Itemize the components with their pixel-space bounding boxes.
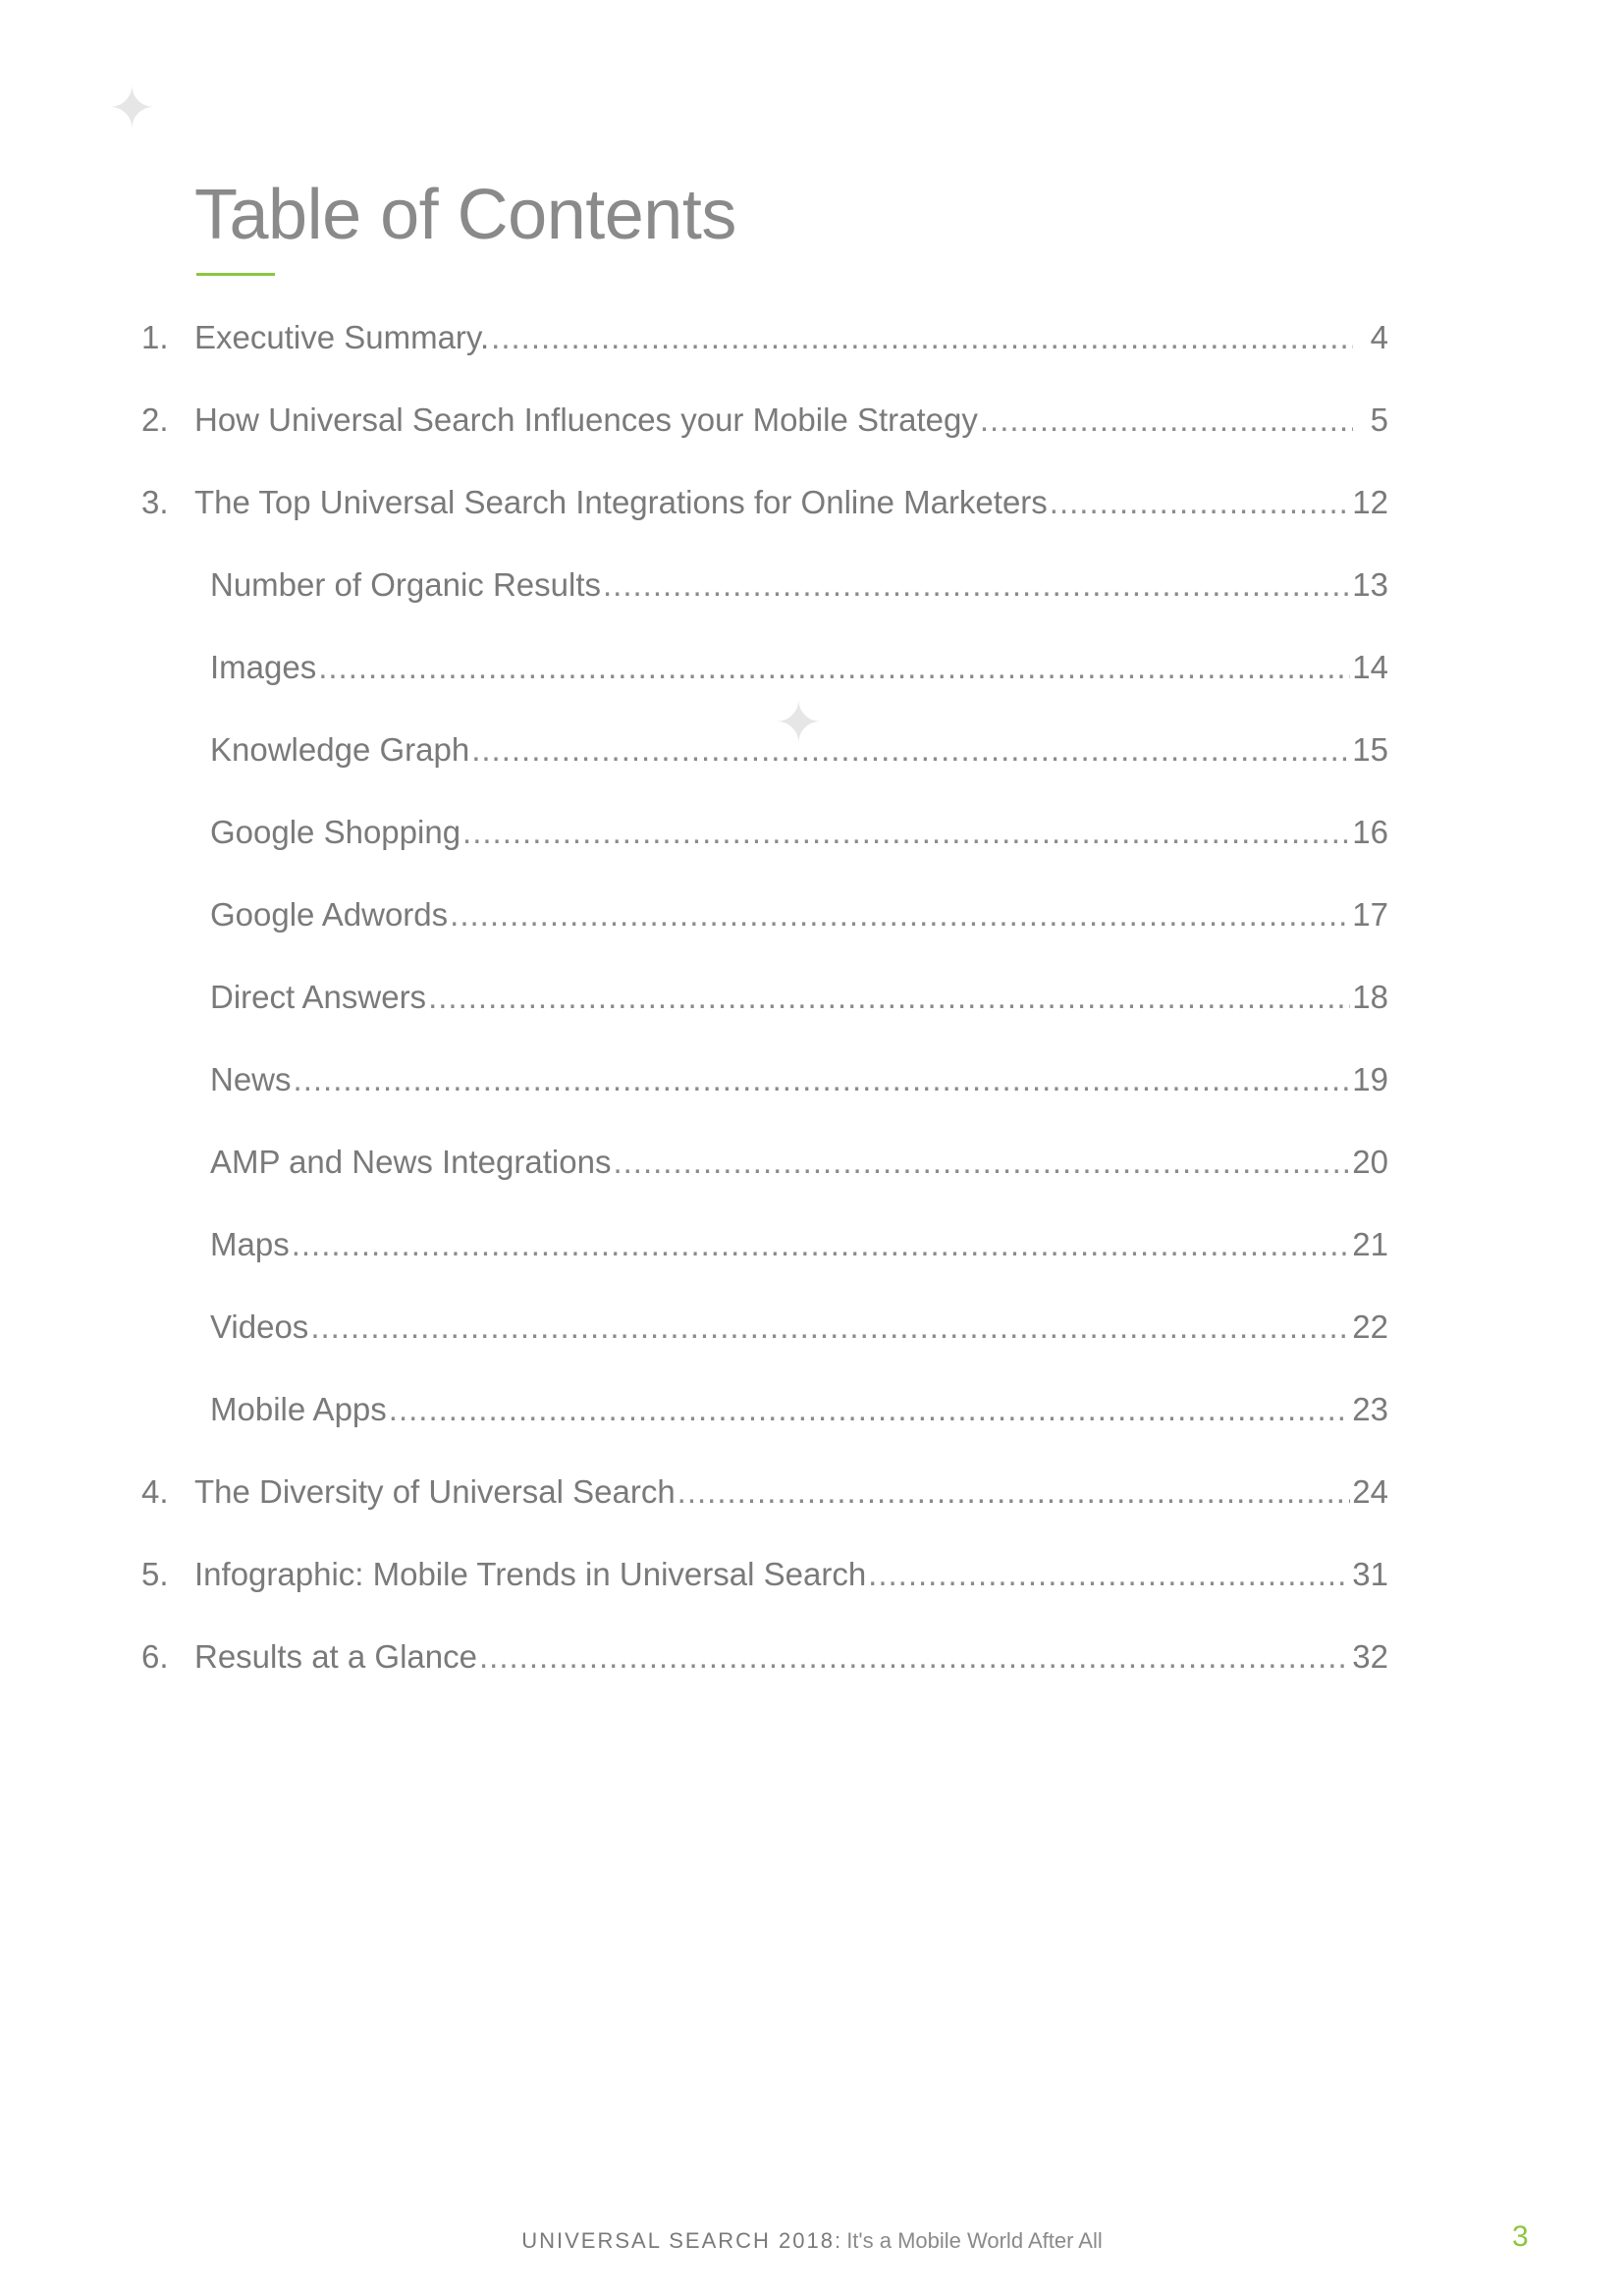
dot-leader xyxy=(980,401,1353,439)
toc-subentry-maps[interactable] xyxy=(141,1226,1388,1308)
dot-leader xyxy=(428,979,1350,1016)
dot-leader xyxy=(479,1638,1350,1676)
footer-tagline: : It's a Mobile World After All xyxy=(834,2228,1103,2253)
toc-entry-label: Videos xyxy=(210,1308,309,1345)
toc-entry-label: Executive Summary. xyxy=(194,319,490,355)
page-title: Table of Contents xyxy=(194,176,736,254)
toc-entry-label: Number of Organic Results xyxy=(210,566,601,603)
toc-entry-page: 16 xyxy=(1352,814,1388,850)
toc-subentry-direct-answers[interactable] xyxy=(141,979,1388,1061)
footer-brand: UNIVERSAL SEARCH 2018 xyxy=(521,2228,835,2253)
dot-leader xyxy=(677,1473,1351,1511)
toc-entry-page: 17 xyxy=(1352,896,1388,933)
toc-entry-label: Maps xyxy=(210,1226,290,1262)
dot-leader xyxy=(310,1308,1350,1346)
toc-entry-number: 4. xyxy=(141,1473,169,1510)
page-number: 3 xyxy=(1512,2220,1529,2253)
toc-entry-label: Images xyxy=(210,649,317,685)
toc-entry-mobile-strategy[interactable] xyxy=(141,401,1388,484)
toc-entry-executive-summary[interactable] xyxy=(141,319,1388,401)
toc-entry-label: Google Shopping xyxy=(210,814,461,850)
toc-subentry-mobile-apps[interactable] xyxy=(141,1391,1388,1473)
dot-leader xyxy=(1050,484,1350,521)
toc-entry-label: AMP and News Integrations xyxy=(210,1144,612,1180)
toc-entry-page: 14 xyxy=(1352,649,1388,685)
dot-leader xyxy=(613,1144,1350,1181)
toc-entry-label: Knowledge Graph xyxy=(210,731,470,768)
toc-entry-page: 18 xyxy=(1352,979,1388,1015)
toc-entry-page: 12 xyxy=(1352,484,1388,520)
toc-subentry-google-adwords[interactable] xyxy=(141,896,1388,979)
toc-entry-diversity[interactable] xyxy=(141,1473,1388,1556)
title-underline xyxy=(196,273,275,276)
toc-subentry-knowledge-graph[interactable] xyxy=(141,731,1388,814)
toc-entry-page: 20 xyxy=(1352,1144,1388,1180)
toc-subentry-organic-results[interactable] xyxy=(141,566,1388,649)
toc-subentry-news[interactable] xyxy=(141,1061,1388,1144)
dot-leader xyxy=(491,319,1353,356)
toc-entry-number: 2. xyxy=(141,401,169,438)
toc-entry-page: 15 xyxy=(1352,731,1388,768)
dot-leader xyxy=(868,1556,1350,1593)
toc-subentry-google-shopping[interactable] xyxy=(141,814,1388,896)
toc-entry-label: How Universal Search Influences your Mobile Strategy xyxy=(194,401,978,438)
toc-entry-number: 5. xyxy=(141,1556,169,1592)
toc-entry-page: 21 xyxy=(1352,1226,1388,1262)
dot-leader xyxy=(318,649,1350,686)
toc-entry-label: The Top Universal Search Integrations for Online Marketers xyxy=(194,484,1048,520)
toc-entry-top-integrations[interactable] xyxy=(141,484,1388,566)
toc-entry-infographic[interactable] xyxy=(141,1556,1388,1638)
dot-leader xyxy=(471,731,1350,769)
toc-subentry-amp-news[interactable] xyxy=(141,1144,1388,1226)
toc-entry-results-glance[interactable] xyxy=(141,1638,1388,1721)
dot-leader xyxy=(292,1226,1351,1263)
toc-entry-number: 1. xyxy=(141,319,169,355)
dot-leader xyxy=(603,566,1350,604)
dot-leader xyxy=(389,1391,1351,1428)
toc-entry-label: News xyxy=(210,1061,292,1097)
toc-entry-label: The Diversity of Universal Search xyxy=(194,1473,676,1510)
toc-entry-page: 13 xyxy=(1352,566,1388,603)
toc-entry-label: Direct Answers xyxy=(210,979,427,1015)
toc-entry-page: 5 xyxy=(1370,401,1388,438)
dot-leader xyxy=(462,814,1350,851)
dot-leader xyxy=(450,896,1350,934)
dot-leader xyxy=(294,1061,1351,1098)
toc-entry-label: Mobile Apps xyxy=(210,1391,387,1427)
toc-entry-page: 24 xyxy=(1352,1473,1388,1510)
page-footer xyxy=(0,2228,1624,2254)
toc-entry-label: Google Adwords xyxy=(210,896,449,933)
toc-entry-page: 31 xyxy=(1352,1556,1388,1592)
toc-subentry-images[interactable] xyxy=(141,649,1388,731)
toc-subentry-videos[interactable] xyxy=(141,1308,1388,1391)
toc-entry-page: 4 xyxy=(1370,319,1388,355)
toc-entry-page: 22 xyxy=(1352,1308,1388,1345)
toc-entry-page: 19 xyxy=(1352,1061,1388,1097)
toc-entry-label: Results at a Glance xyxy=(194,1638,477,1675)
toc-entry-number: 3. xyxy=(141,484,169,520)
table-of-contents xyxy=(141,319,1388,1721)
four-point-star-icon: ✦ xyxy=(775,691,823,755)
toc-entry-label: Infographic: Mobile Trends in Universal Search xyxy=(194,1556,867,1592)
toc-entry-number: 6. xyxy=(141,1638,169,1675)
toc-entry-page: 23 xyxy=(1352,1391,1388,1427)
four-point-star-icon: ✦ xyxy=(108,77,156,140)
toc-entry-page: 32 xyxy=(1352,1638,1388,1675)
